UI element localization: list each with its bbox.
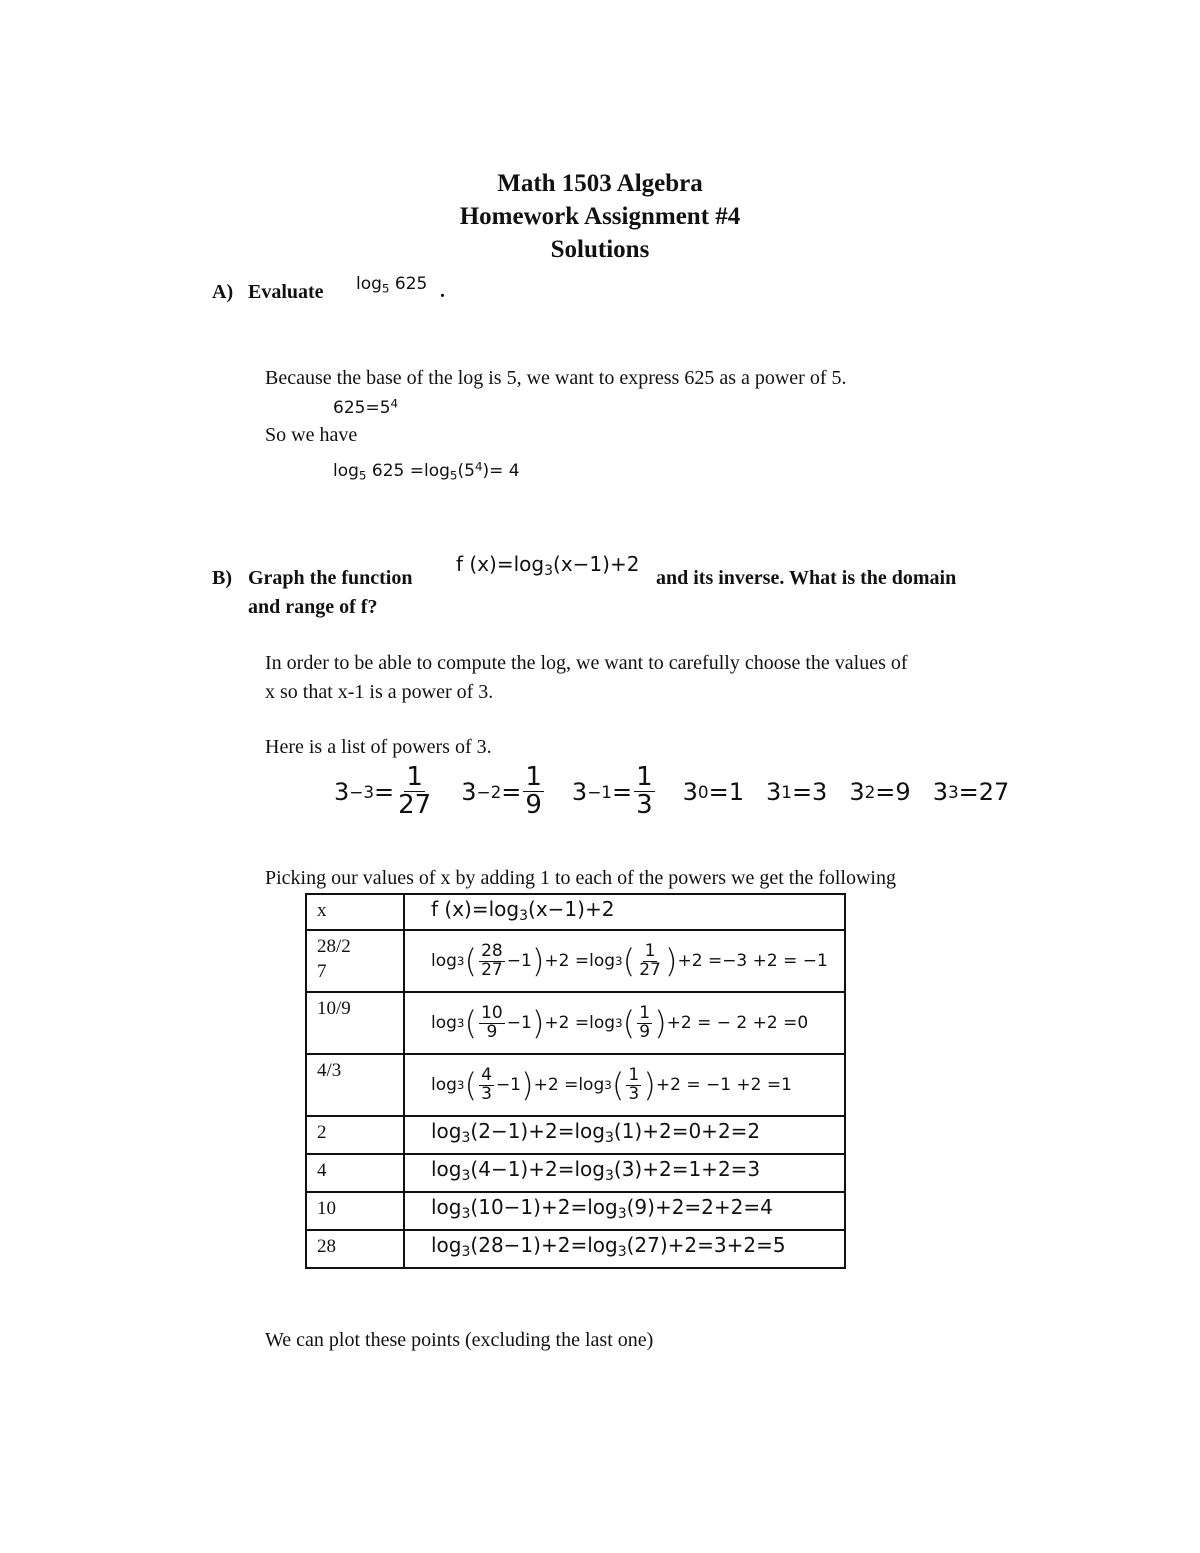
part-a-equation-1: $625=5^4$ [333, 396, 399, 418]
power-2: 3 2 =9 [849, 777, 911, 806]
table-cell-f: log 3 ( $\frac{28}{27}$ −1 ) +2 =log 3 ( $\frac{1}{27}$ ) +2 =−3 +2 = −1 [404, 930, 845, 992]
part-a-period: . [440, 280, 445, 302]
table-row [306, 1230, 845, 1268]
table-cell-f: log 3 ( $\frac{10}{9}$ −1 ) +2 =log 3 ( $\frac{1}{9}$ ) +2 = − 2 +2 =0 [404, 992, 845, 1054]
document-title: Math 1503 Algebra [497, 170, 703, 197]
part-b-paragraph-2: Here is a list of powers of 3. [265, 736, 492, 758]
table-row [306, 1054, 845, 1116]
closing-text: We can plot these points (excluding the last one) [265, 1329, 654, 1351]
table-row [306, 1154, 845, 1192]
table-cell-x: 4/3 [306, 1054, 404, 1116]
part-b-function: f $(x)=\log_3(x-1)+2$ [456, 552, 640, 580]
part-b-paragraph-3: Picking our values of x by adding 1 to each of the powers we get the following [265, 867, 896, 889]
part-a-expression: $\log_5 625$ [356, 274, 428, 296]
table-cell-x: 28/2 7 [306, 930, 404, 992]
table-cell-f: $\log_3(4-1)+2=\log_3(3)+2=1+2=3$ [404, 1154, 845, 1192]
part-a-label: A) [212, 281, 234, 303]
part-b-paragraph-1-line-2: x so that x-1 is a power of 3. [265, 681, 494, 703]
part-b-paragraph-1-line-1: In order to be able to compute the log, we want to carefully choose the values of [265, 652, 908, 674]
power-0: 3 0 =1 [682, 777, 744, 806]
part-b-prompt-3: and range of f? [248, 596, 378, 618]
part-a-explanation: Because the base of the log is 5, we want to express 625 as a power of 5. [265, 367, 847, 389]
table-cell-f: $\log_3(2-1)+2=\log_3(1)+2=0+2=2$ [404, 1116, 845, 1154]
table-header-x: x [306, 894, 404, 930]
table-row [306, 1116, 845, 1154]
power-neg-3: 3 −3 = $\frac{1}{27}$ [334, 762, 432, 821]
part-a-so-we-have: So we have [265, 424, 358, 446]
table-cell-f: log 3 ( $\frac{4}{3}$ −1 ) +2 =log 3 ( $\frac{1}{3}$ ) +2 = −1 +2 =1 [404, 1054, 845, 1116]
table-cell-x: 4 [306, 1154, 404, 1192]
document-solutions-heading: Solutions [550, 236, 650, 263]
power-neg-1: 3 −1 = $\frac{1}{3}$ [571, 762, 653, 821]
table-header-row [306, 894, 845, 930]
table-cell-x: 2 [306, 1116, 404, 1154]
power-1: 3 1 =3 [765, 777, 828, 806]
part-b-prompt-2: and its inverse. What is the domain [656, 567, 957, 589]
table-cell-x: 10/9 [306, 992, 404, 1054]
table-cell-x: 10 [306, 1192, 404, 1230]
table-header-f: f $(x)=\log_3(x-1)+2$ [404, 894, 845, 930]
document-subtitle: Homework Assignment #4 [459, 203, 741, 230]
powers-of-three [334, 764, 1009, 820]
table-row [306, 992, 845, 1054]
power-3: 3 3 =27 [932, 777, 1010, 806]
table-row [306, 930, 845, 992]
power-neg-2: 3 −2 = $\frac{1}{9}$ [461, 762, 542, 821]
table-cell-f: $\log_3(10-1)+2=\log_3(9)+2=2+2=4$ [404, 1192, 845, 1230]
table-row [306, 1192, 845, 1230]
part-b-prompt-1: Graph the function [248, 567, 413, 589]
part-a-equation-2: $\log_5 625 =\log_5(5^4)= 4$ [333, 459, 520, 483]
table-cell-f: $\log_3(28-1)+2=\log_3(27)+2=3+2=5$ [404, 1230, 845, 1268]
part-a-prompt: Evaluate [248, 281, 324, 303]
points-table [305, 893, 846, 1269]
part-b-label: B) [212, 567, 232, 589]
table-cell-x: 28 [306, 1230, 404, 1268]
